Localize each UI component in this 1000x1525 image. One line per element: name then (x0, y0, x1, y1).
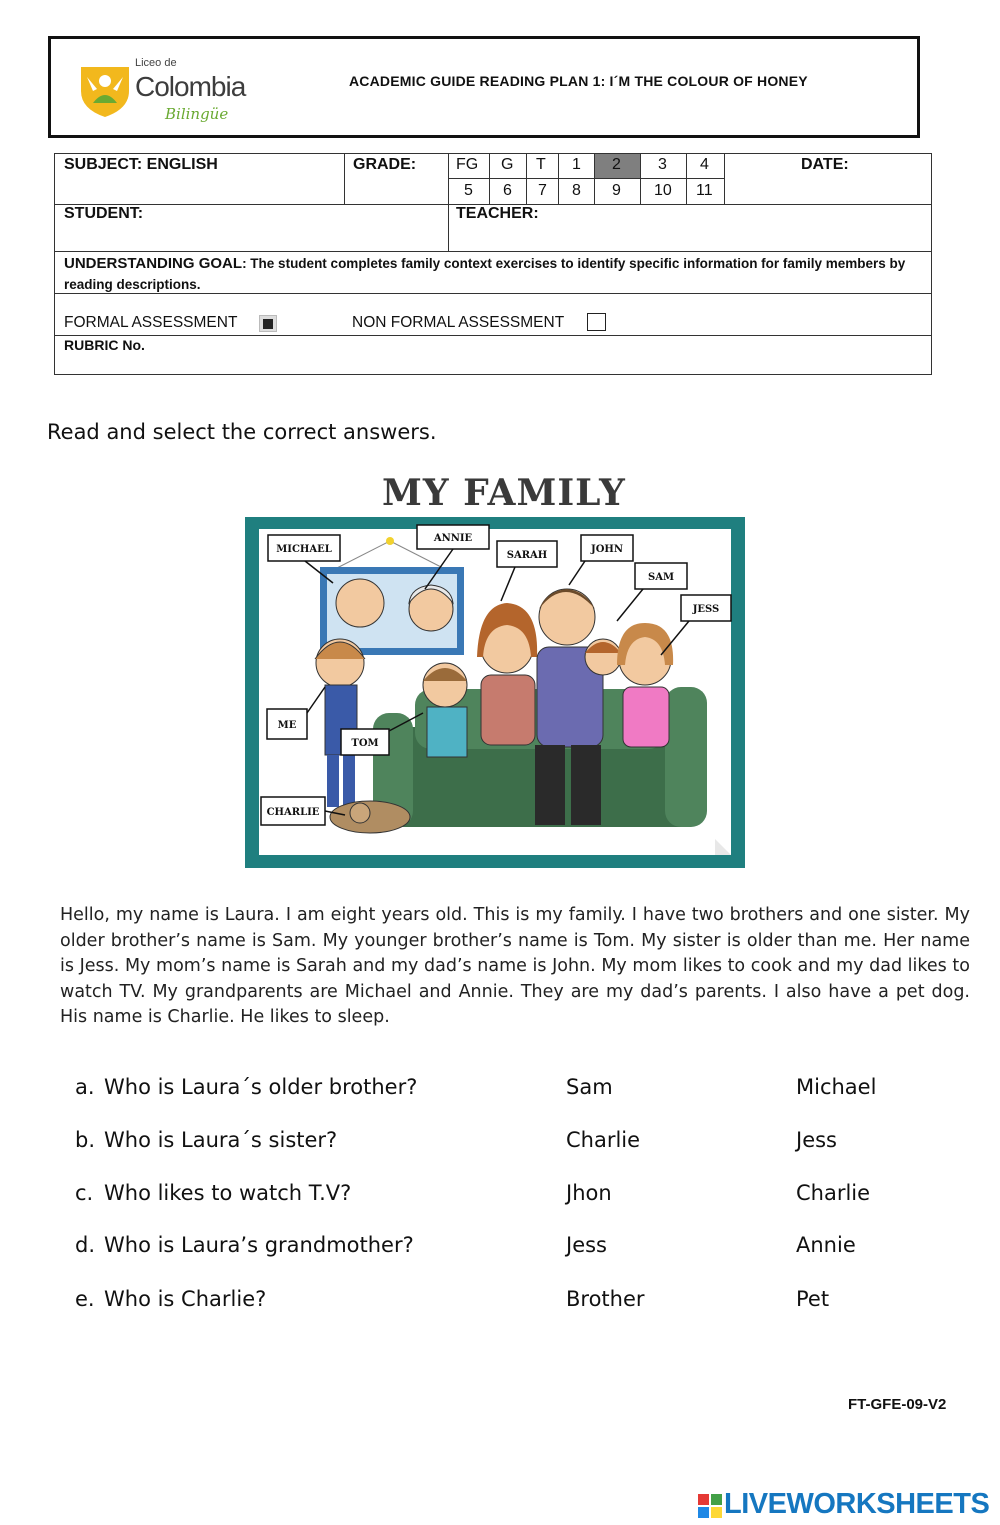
school-logo (75, 53, 246, 127)
grade-cell: 11 (696, 182, 713, 199)
understanding-goal (64, 253, 924, 295)
document-code: FT-GFE-09-V2 (848, 1396, 947, 1413)
grade-cell: T (536, 156, 546, 173)
question-letter: c. (75, 1181, 94, 1205)
answer-option[interactable]: Sam (566, 1075, 613, 1099)
label-charlie: CHARLIE (266, 807, 320, 818)
date-label: DATE: (801, 156, 849, 173)
label-annie: ANNIE (433, 533, 473, 544)
question-letter: e. (75, 1287, 95, 1311)
question-row (0, 1181, 1000, 1213)
grade-cell: 3 (658, 156, 667, 173)
grade-cell: 6 (503, 182, 512, 199)
goal-text: : The student completes family context exercises to identify specific information for family members by reading descriptions. (64, 256, 906, 292)
answer-option[interactable]: Jess (796, 1128, 837, 1152)
label-jess: JESS (692, 604, 720, 615)
question-row (0, 1128, 1000, 1160)
answer-option[interactable]: Jess (566, 1233, 607, 1257)
label-john: JOHN (590, 544, 624, 555)
question-text: Who is Laura’s grandmother? (104, 1233, 414, 1257)
question-letter: b. (75, 1128, 96, 1152)
grade-cell: 5 (464, 182, 473, 199)
question-row (0, 1075, 1000, 1107)
rubric-label: RUBRIC No. (64, 337, 145, 353)
family-illustration (245, 517, 745, 868)
answer-option[interactable]: Annie (796, 1233, 856, 1257)
grade-cell: 7 (538, 182, 547, 199)
subject-label: SUBJECT: ENGLISH (64, 156, 218, 173)
label-michael: MICHAEL (276, 544, 332, 555)
formal-assessment-checkbox[interactable] (259, 315, 277, 332)
grade-cell: 10 (654, 182, 672, 199)
answer-option[interactable]: Brother (566, 1287, 645, 1311)
liveworksheets-brand: LIVEWORKSHEETS (724, 1488, 990, 1520)
grade-cell: 9 (612, 182, 621, 199)
non-formal-assessment-label: NON FORMAL ASSESSMENT (352, 314, 565, 331)
page-title: ACADEMIC GUIDE READING PLAN 1: I´M THE COLOUR OF HONEY (349, 73, 808, 89)
label-sam: SAM (647, 572, 675, 583)
question-letter: a. (75, 1075, 95, 1099)
grade-cell: G (501, 156, 514, 173)
logo-script-text: Bilingüe (165, 105, 229, 123)
answer-option[interactable]: Michael (796, 1075, 877, 1099)
grade-cell: 8 (572, 182, 581, 199)
grade-cell: 1 (572, 156, 581, 173)
label-tom: TOM (351, 738, 379, 749)
logo-small-text: Liceo de (135, 57, 177, 69)
header-box (48, 36, 920, 138)
picture-title: MY FAMILY (382, 472, 626, 514)
student-label: STUDENT: (64, 205, 144, 222)
grade-cell: FG (456, 156, 479, 173)
question-row (0, 1287, 1000, 1319)
formal-assessment-label: FORMAL ASSESSMENT (64, 314, 238, 331)
question-letter: d. (75, 1233, 96, 1257)
goal-label: UNDERSTANDING GOAL (64, 255, 243, 272)
grade-label: GRADE: (353, 156, 417, 173)
question-row (0, 1233, 1000, 1265)
teacher-label: TEACHER: (456, 205, 539, 222)
liveworksheets-icon (698, 1494, 722, 1518)
question-text: Who is Charlie? (104, 1287, 267, 1311)
logo-emblem-icon (75, 59, 135, 119)
question-text: Who likes to watch T.V? (104, 1181, 352, 1205)
label-sarah: SARAH (506, 550, 548, 561)
question-text: Who is Laura´s sister? (104, 1128, 338, 1152)
logo-name-text: Colombia (135, 71, 246, 102)
reading-passage: Hello, my name is Laura. I am eight years old. This is my family. I have two brothers and one sister. My older brother’s name is Sam. My younger brother’s name is Tom. My sister is older than me. Her name is Jess. My mom’s name is Sarah and my dad’s name is John. My mom likes to cook and my dad likes to watch TV. My grandparents are Michael and Annie. They are my dad’s parents. I also have a pet dog. His name is Charlie. He likes to sleep. (60, 905, 970, 1028)
grade-cell-selected: 2 (612, 156, 621, 173)
answer-option[interactable]: Charlie (566, 1128, 641, 1152)
answer-option[interactable]: Pet (796, 1287, 830, 1311)
non-formal-assessment-checkbox[interactable] (587, 313, 606, 331)
label-me: ME (277, 720, 297, 731)
grade-cell: 4 (700, 156, 709, 173)
answer-option[interactable]: Jhon (566, 1181, 612, 1205)
answer-option[interactable]: Charlie (796, 1181, 871, 1205)
instruction-text: Read and select the correct answers. (47, 420, 437, 444)
question-text: Who is Laura´s older brother? (104, 1075, 418, 1099)
